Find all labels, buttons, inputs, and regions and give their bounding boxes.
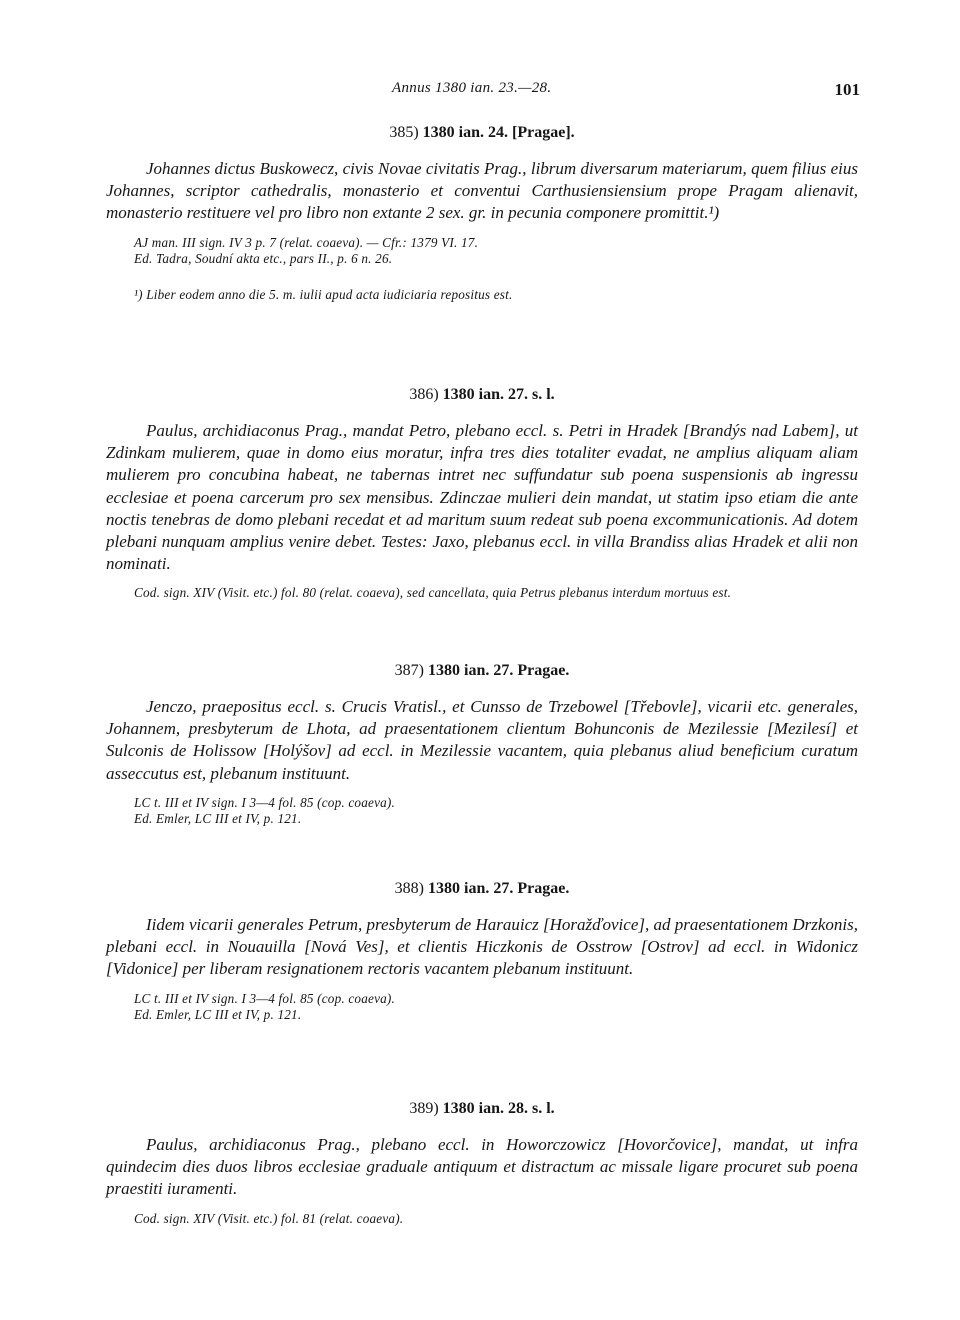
entry-text: Iidem vicarii generales Petrum, presbyterum de Harauicz [Horažďovice], ad praesentationem Drzkonis, plebani eccl. in Nouauilla [Nová Ves], et clientis Hiczkonis de Osstrow [Ostrov] ad eccl. in Widonicz [Vidonice] per liberam resignationem rectoris vacantem plebanum instituunt. bbox=[106, 915, 858, 979]
edition-note: Ed. Emler, LC III et IV, p. 121. bbox=[134, 1006, 302, 1022]
entry-385 bbox=[106, 124, 858, 303]
entry-text: Johannes dictus Buskowecz, civis Novae civitatis Prag., librum diversarum materiarum, quem filius eius Johannes, scriptor cathedralis, monasterio et conventui Carthusiensiensium prope Pragam alienavit, monasterio restituere vel pro libro non extante 2 sex. gr. in pecunia componere promittit.¹) bbox=[106, 159, 858, 223]
entry-text: Paulus, archidiaconus Prag., mandat Petro, plebano eccl. s. Petri in Hradek [Brandýs nad Labem], ut Zdinkam mulierem, quae in domo eius moratur, infra tres dies totaliter evadat, ne amplius aliquam aliam mulierem pro concubina habeat, ne tabernas intret nec suffundatur sub poena suspensionis ab ingressu ecclesiae et poena carcerum pro sex mensibus. Zdinczae mulieri dein mandat, ut statim ipso etiam die ante noctis tenebras de domo plebani recedat et ad maritum suum redeat sub poena excommunicationis. Ad dotem plebani nunquam amplius venire debet. Testes: Jaxo, plebanus eccl. in villa Brandiss alias Hradek et alii non nominati. bbox=[106, 421, 858, 574]
entry-388 bbox=[106, 880, 858, 1023]
footnote: ¹) Liber eodem anno die 5. m. iulii apud acta iudiciaria repositus est. bbox=[134, 286, 513, 302]
page-number: 101 bbox=[834, 80, 860, 99]
entry-number: 387) bbox=[394, 662, 424, 679]
entry-386 bbox=[106, 386, 858, 601]
source-note: Cod. sign. XIV (Visit. etc.) fol. 81 (relat. coaeva). bbox=[134, 1210, 404, 1226]
source-note: AJ man. III sign. IV 3 p. 7 (relat. coaeva). — Cfr.: 1379 VI. 17. bbox=[134, 234, 479, 250]
entry-389 bbox=[106, 1100, 858, 1227]
entry-heading bbox=[106, 880, 858, 898]
entry-notes bbox=[134, 235, 858, 267]
edition-note: Ed. Emler, LC III et IV, p. 121. bbox=[134, 810, 302, 826]
entry-date: 1380 ian. 24. [Pragae]. bbox=[422, 124, 575, 141]
source-note: LC t. III et IV sign. I 3—4 fol. 85 (cop. coaeva). bbox=[134, 794, 396, 810]
entry-heading bbox=[106, 124, 858, 142]
entry-date: 1380 ian. 28. s. l. bbox=[442, 1100, 555, 1117]
entry-heading bbox=[106, 662, 858, 680]
entry-number: 389) bbox=[409, 1100, 439, 1117]
entry-date: 1380 ian. 27. Pragae. bbox=[428, 662, 570, 679]
entry-notes bbox=[134, 991, 858, 1023]
entry-number: 385) bbox=[389, 124, 419, 141]
entry-text: Jenczo, praepositus eccl. s. Crucis Vratisl., et Cunsso de Trzebowel [Třebovle], vicarii etc. generales, Johannem, presbyterum de Lhota, ad praesentationem clientum Bohunconis de Mezilessie [Mezilesí] et Sulconis de Holissow [Holýšov] ad eccl. in Mezilessie vacantem, quia plebanus aliud beneficium curatum asseccutus est, plebanum instituunt. bbox=[106, 697, 858, 783]
entry-heading bbox=[106, 1100, 858, 1118]
entry-notes bbox=[134, 795, 858, 827]
entry-heading bbox=[106, 386, 858, 404]
entry-number: 386) bbox=[409, 386, 439, 403]
entry-notes bbox=[106, 585, 858, 601]
running-head: Annus 1380 ian. 23.—28. bbox=[392, 80, 552, 96]
entry-number: 388) bbox=[394, 880, 424, 897]
source-note: LC t. III et IV sign. I 3—4 fol. 85 (cop. coaeva). bbox=[134, 990, 396, 1006]
source-note: Cod. sign. XIV (Visit. etc.) fol. 80 (relat. coaeva), sed cancellata, quia Petrus plebanus interdum mortuus est. bbox=[134, 585, 732, 601]
entry-notes bbox=[134, 1211, 858, 1227]
entry-387 bbox=[106, 662, 858, 827]
edition-note: Ed. Tadra, Soudní akta etc., pars II., p. 6 n. 26. bbox=[134, 250, 393, 266]
entry-text: Paulus, archidiaconus Prag., plebano eccl. in Howorczowicz [Hovorčovice], mandat, ut infra quindecim dies duos libros ecclesiae graduale antiquum et distractum ac missale ligare procuret sub poena praestiti iuramenti. bbox=[106, 1135, 858, 1199]
entry-date: 1380 ian. 27. s. l. bbox=[442, 386, 555, 403]
entry-date: 1380 ian. 27. Pragae. bbox=[428, 880, 570, 897]
